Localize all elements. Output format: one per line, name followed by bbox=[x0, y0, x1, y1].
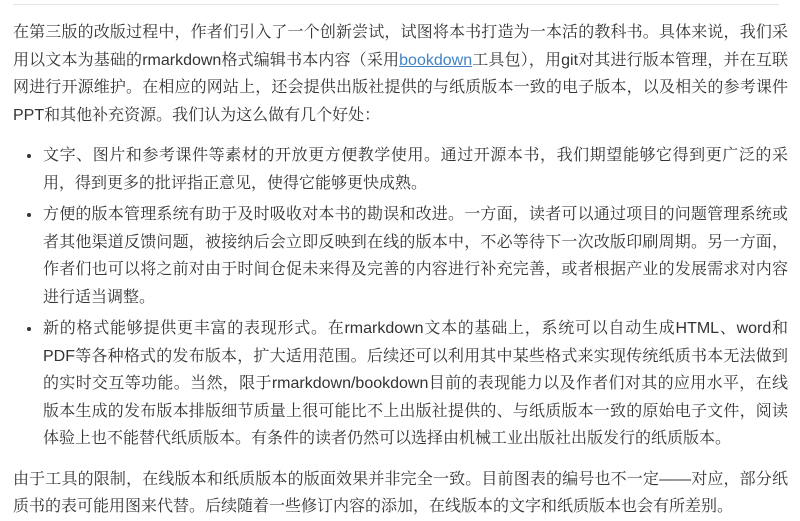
list-item-text: 文字、图片和参考课件等素材的开放更方便教学使用。通过开源本书，我们期望能够它得到更广泛的采用，得到更多的批评指正意见，使得它能够更快成熟。 bbox=[43, 147, 788, 192]
intro-paragraph bbox=[13, 19, 788, 129]
bookdown-link[interactable]: bookdown bbox=[399, 51, 473, 69]
closing-paragraph: 由于工具的限制，在线版本和纸质版本的版面效果并非完全一致。目前图表的编号也不一定——对应，部分纸质书的表可能用图来代替。后续随着一些修订内容的添加，在线版本的文字和纸质版本也会有所差别。 bbox=[13, 470, 788, 516]
benefits-list bbox=[13, 142, 788, 453]
list-item bbox=[42, 201, 788, 311]
list-item bbox=[42, 142, 788, 197]
list-item-text: 方便的版本管理系统有助于及时吸收对本书的勘误和改进。一方面，读者可以通过项目的问题管理系统或者其他渠道反馈问题，被接纳后会立即反映到在线的版本中，不必等待下一次改版印刷周期。另一方面，作者们也可以将之前对由于时间仓促未来得及完善的内容进行补充完善，或者根据产业的发展需求对内容进行适当调整。 bbox=[43, 206, 788, 306]
section-divider bbox=[13, 4, 779, 5]
intro-text-after-link: 工具包），用git对其进行版本管理，并在互联网进行开源维护。在相应的网站上，还会提供出版社提供的与纸质版本一致的电子版本，以及相关的参考课件PPT和其他补充资源。我们认为这么做有几个好处： bbox=[13, 51, 788, 124]
list-item bbox=[42, 315, 788, 453]
document-page bbox=[0, 4, 800, 521]
list-item-text: 新的格式能够提供更丰富的表现形式。在rmarkdown文本的基础上，系统可以自动生成HTML、word和PDF等各种格式的发布版本，扩大适用范围。后续还可以利用其中某些格式来实现传统纸质书本无法做到的实时交互等功能。当然，限于rmarkdown/bookdown目前的表现能力以及作者们对其的应用水平，在线版本生成的发布版本排版细节质量上很可能比不上出版社提供的、与纸质版本一致的原始电子文件，阅读体验上也不能替代纸质版本。有条件的读者仍然可以选择由机械工业出版社出版发行的纸质版本。 bbox=[43, 320, 788, 448]
intro-text-before-link: 在第三版的改版过程中，作者们引入了一个创新尝试，试图将本书打造为一本活的教科书。具体来说，我们采用以文本为基础的rmarkdown格式编辑书本内容（采用 bbox=[13, 24, 788, 69]
